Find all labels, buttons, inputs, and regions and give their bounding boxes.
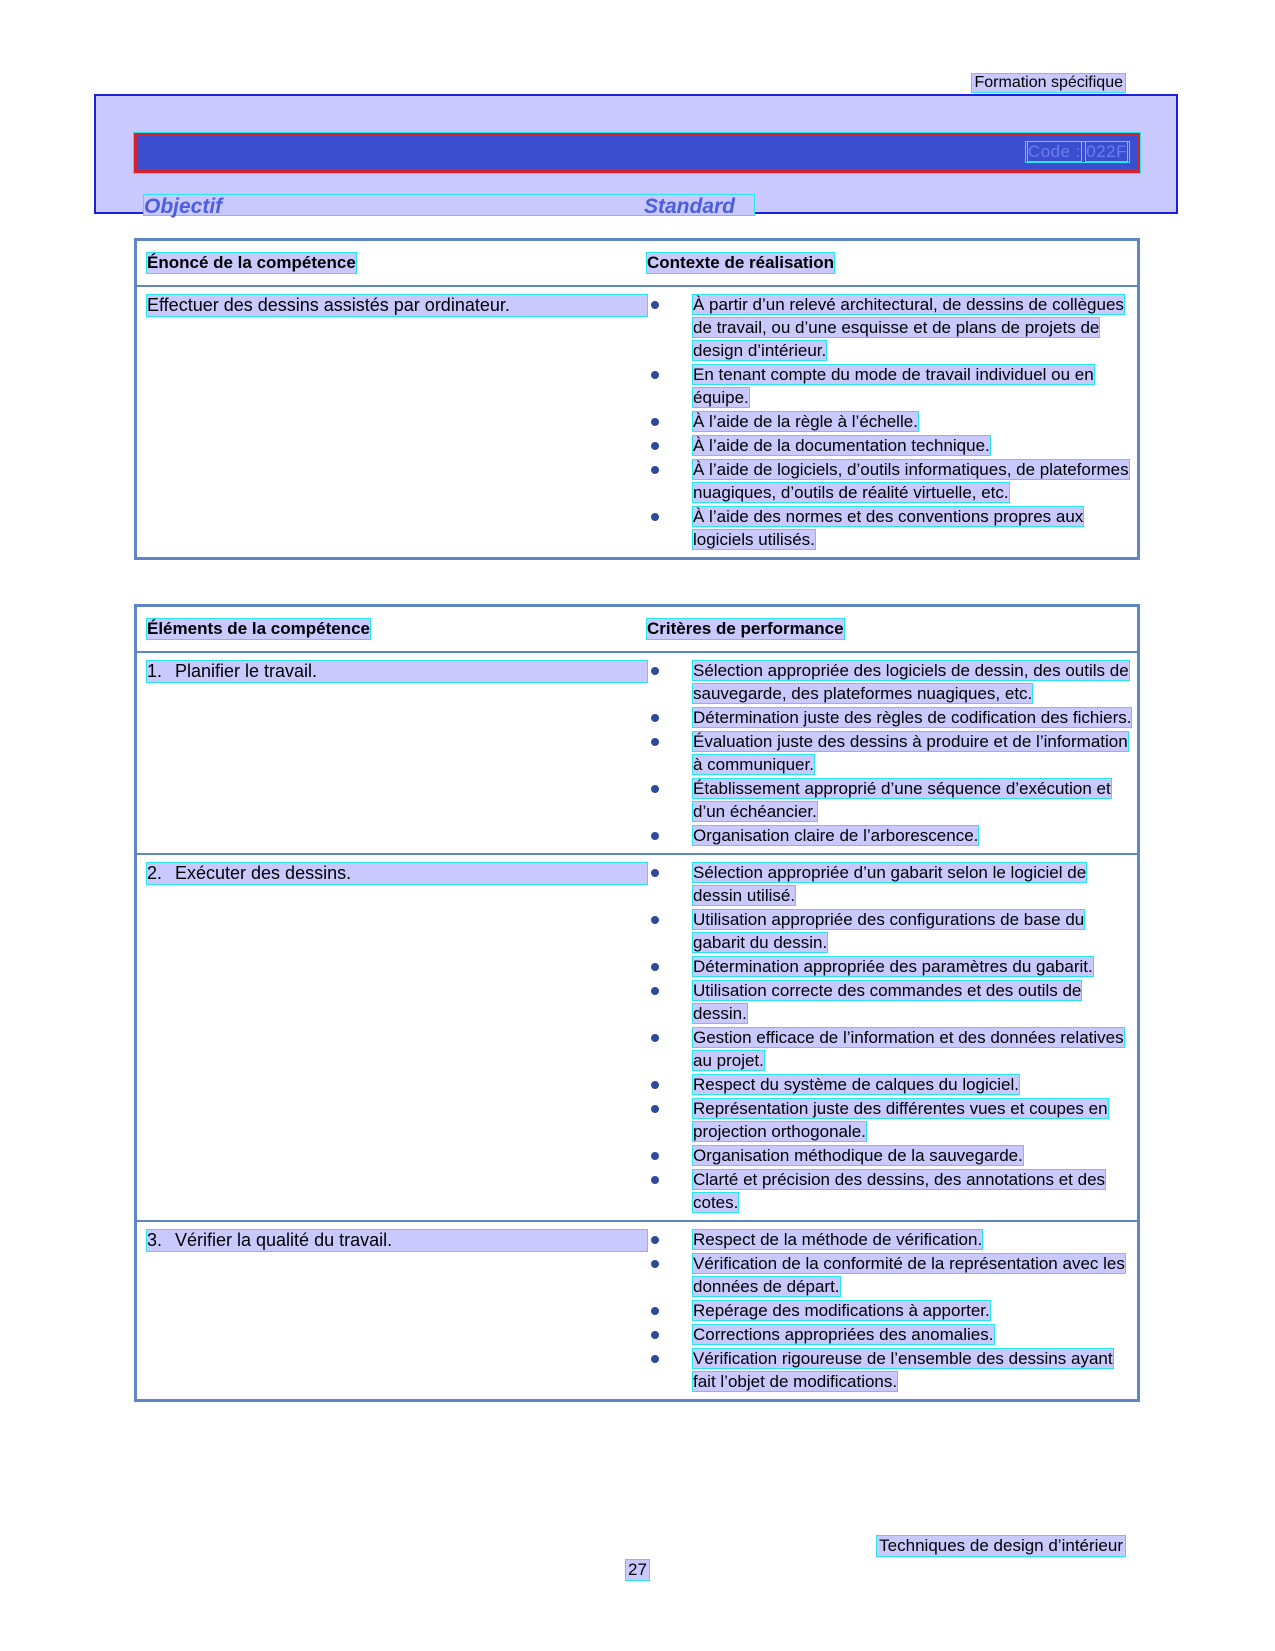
criterion-text: À l’aide de logiciels, d’outils informatiques, de plateformes nuagiques, d’outils de réalité virtuelle, etc. bbox=[693, 460, 1129, 502]
criterion-item bbox=[647, 777, 1137, 823]
criterion-text: Établissement approprié d’une séquence d’exécution et d’un échéancier. bbox=[693, 779, 1111, 821]
elements-header: Éléments de la compétence bbox=[147, 619, 370, 638]
criterion-item bbox=[647, 363, 1137, 409]
criterion-item bbox=[647, 861, 1137, 907]
criterion-text: Vérification de la conformité de la représentation avec les données de départ. bbox=[693, 1254, 1125, 1296]
element-number: 3. bbox=[147, 1230, 163, 1250]
bullet-icon bbox=[651, 418, 659, 426]
criterion-item bbox=[647, 1168, 1137, 1214]
bullet-icon bbox=[651, 832, 659, 840]
element-number: 1. bbox=[147, 661, 163, 681]
bullet-icon bbox=[651, 714, 659, 722]
criterion-text: Représentation juste des différentes vues et coupes en projection orthogonale. bbox=[693, 1099, 1108, 1141]
criterion-text: À partir d’un relevé architectural, de dessins de collègues de travail, ou d’une esquisse et de plans de projets de design d’intérieur. bbox=[693, 295, 1124, 360]
criterion-item bbox=[647, 955, 1137, 978]
criterion-item bbox=[647, 659, 1137, 705]
criterion-item bbox=[647, 505, 1137, 551]
criterion-item bbox=[647, 1073, 1137, 1096]
criterion-text: À l’aide de la règle à l’échelle. bbox=[693, 412, 918, 431]
criterion-item bbox=[647, 1252, 1137, 1298]
bullet-icon bbox=[651, 916, 659, 924]
criterion-text: Utilisation appropriée des configurations de base du gabarit du dessin. bbox=[693, 910, 1085, 952]
criterion-item bbox=[647, 1026, 1137, 1072]
criterion-text: Organisation claire de l’arborescence. bbox=[693, 826, 979, 845]
bullet-icon bbox=[651, 1355, 659, 1363]
bullet-icon bbox=[651, 785, 659, 793]
bullet-icon bbox=[651, 1034, 659, 1042]
bullet-icon bbox=[651, 371, 659, 379]
bullet-icon bbox=[651, 738, 659, 746]
criterion-item bbox=[647, 1323, 1137, 1346]
bullet-icon bbox=[651, 1176, 659, 1184]
criterion-text: Utilisation correcte des commandes et des outils de dessin. bbox=[693, 981, 1082, 1023]
code-bar bbox=[134, 133, 1140, 173]
criterion-item bbox=[647, 706, 1137, 729]
criterion-item bbox=[647, 824, 1137, 847]
criterion-text: Organisation méthodique de la sauvegarde. bbox=[693, 1146, 1023, 1165]
element-label bbox=[147, 1230, 647, 1251]
context-header: Contexte de réalisation bbox=[647, 253, 835, 272]
header-section-label: Formation spécifique bbox=[974, 74, 1123, 91]
criterion-item bbox=[647, 1097, 1137, 1143]
page-number: 27 bbox=[628, 1560, 647, 1579]
criterion-text: Détermination appropriée des paramètres du gabarit. bbox=[693, 957, 1093, 976]
criterion-item bbox=[647, 434, 1137, 457]
elements-table bbox=[134, 604, 1140, 1402]
criteria-list bbox=[647, 861, 1137, 1214]
criterion-text: Respect du système de calques du logiciel. bbox=[693, 1075, 1020, 1094]
competency-code bbox=[1026, 142, 1129, 162]
criterion-item bbox=[647, 1299, 1137, 1322]
bullet-icon bbox=[651, 987, 659, 995]
criterion-item bbox=[647, 1228, 1137, 1251]
element-number: 2. bbox=[147, 863, 163, 883]
bullet-icon bbox=[651, 442, 659, 450]
criterion-item bbox=[647, 1144, 1137, 1167]
criterion-item bbox=[647, 293, 1137, 362]
element-text: Exécuter des dessins. bbox=[175, 863, 352, 883]
bullet-icon bbox=[651, 869, 659, 877]
criterion-text: À l’aide de la documentation technique. bbox=[693, 436, 990, 455]
element-row bbox=[136, 652, 1139, 854]
objective-standard-row bbox=[144, 195, 754, 218]
bullet-icon bbox=[651, 1307, 659, 1315]
criterion-text: Gestion efficace de l’information et des données relatives au projet. bbox=[693, 1028, 1124, 1070]
bullet-icon bbox=[651, 1081, 659, 1089]
bullet-icon bbox=[651, 301, 659, 309]
bullet-icon bbox=[651, 1152, 659, 1160]
element-row bbox=[136, 1221, 1139, 1401]
criterion-item bbox=[647, 458, 1137, 504]
criterion-text: Respect de la méthode de vérification. bbox=[693, 1230, 983, 1249]
criterion-item bbox=[647, 979, 1137, 1025]
footer-program: Techniques de design d’intérieur bbox=[879, 1536, 1123, 1555]
code-label: Code : bbox=[1027, 142, 1082, 161]
statement-header: Énoncé de la compétence bbox=[147, 253, 356, 272]
competency-statement: Effectuer des dessins assistés par ordinateur. bbox=[147, 295, 647, 316]
criterion-text: Clarté et précision des dessins, des annotations et des cotes. bbox=[693, 1170, 1106, 1212]
criterion-text: Sélection appropriée des logiciels de dessin, des outils de sauvegarde, des plateformes nuagiques, etc. bbox=[693, 661, 1129, 703]
criterion-text: Évaluation juste des dessins à produire et de l’information à communiquer. bbox=[693, 732, 1128, 774]
criterion-item bbox=[647, 1347, 1137, 1393]
bullet-icon bbox=[651, 466, 659, 474]
bullet-icon bbox=[651, 1260, 659, 1268]
bullet-icon bbox=[651, 963, 659, 971]
statement-table bbox=[134, 238, 1140, 560]
criterion-text: Détermination juste des règles de codification des fichiers. bbox=[693, 708, 1132, 727]
bullet-icon bbox=[651, 1105, 659, 1113]
criterion-text: Corrections appropriées des anomalies. bbox=[693, 1325, 994, 1344]
bullet-icon bbox=[651, 1236, 659, 1244]
element-text: Vérifier la qualité du travail. bbox=[175, 1230, 393, 1250]
bullet-icon bbox=[651, 667, 659, 675]
bullet-icon bbox=[651, 1331, 659, 1339]
standard-label: Standard bbox=[644, 195, 736, 218]
code-value: 022F bbox=[1086, 142, 1127, 161]
criterion-text: À l’aide des normes et des conventions propres aux logiciels utilisés. bbox=[693, 507, 1084, 549]
criteria-header: Critères de performance bbox=[647, 619, 844, 638]
element-label bbox=[147, 661, 647, 682]
criteria-list bbox=[647, 1228, 1137, 1393]
criterion-text: Vérification rigoureuse de l’ensemble des dessins ayant fait l’objet de modifications. bbox=[693, 1349, 1113, 1391]
criterion-text: En tenant compte du mode de travail individuel ou en équipe. bbox=[693, 365, 1094, 407]
element-label bbox=[147, 863, 647, 884]
element-row bbox=[136, 854, 1139, 1221]
criterion-item bbox=[647, 730, 1137, 776]
element-text: Planifier le travail. bbox=[175, 661, 318, 681]
criterion-text: Repérage des modifications à apporter. bbox=[693, 1301, 990, 1320]
objective-label: Objectif bbox=[144, 195, 223, 218]
context-list bbox=[647, 293, 1137, 551]
criterion-text: Sélection appropriée d’un gabarit selon le logiciel de dessin utilisé. bbox=[693, 863, 1087, 905]
criterion-item bbox=[647, 908, 1137, 954]
competency-banner bbox=[94, 94, 1178, 218]
criterion-item bbox=[647, 410, 1137, 433]
bullet-icon bbox=[651, 513, 659, 521]
criteria-list bbox=[647, 659, 1137, 847]
